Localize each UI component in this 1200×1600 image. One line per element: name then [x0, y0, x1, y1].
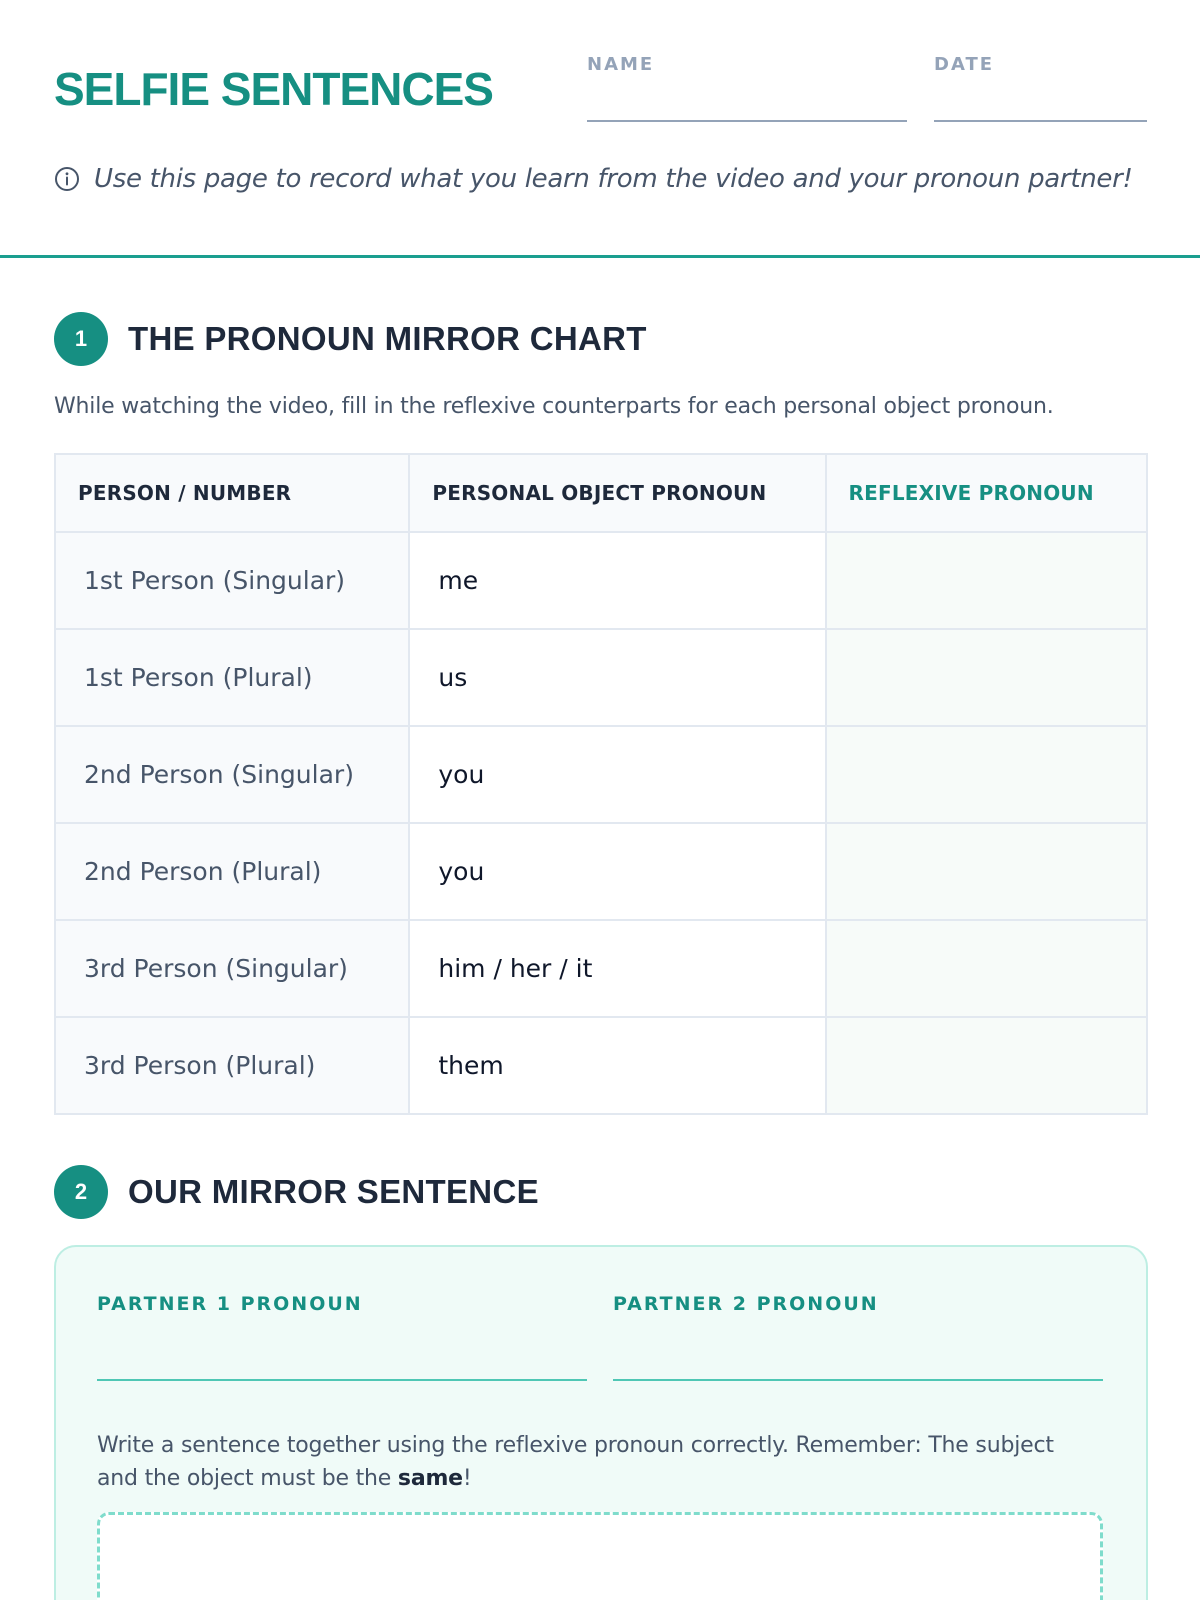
section-2-title: OUR MIRROR SENTENCE [128, 1173, 539, 1210]
reflexive-answer-cell[interactable] [826, 920, 1147, 1017]
object-pronoun-cell: you [409, 726, 825, 823]
table-row [55, 823, 1147, 920]
instruction-text: Use this page to record what you learn from the video and your pronoun partner! [94, 164, 1133, 194]
partner-1-field[interactable] [97, 1293, 587, 1315]
date-line[interactable] [934, 120, 1147, 122]
partner-1-line[interactable] [97, 1379, 587, 1381]
table-row [55, 532, 1147, 629]
info-icon [54, 166, 80, 192]
table-row [55, 726, 1147, 823]
mirror-sentence-panel [54, 1245, 1148, 1600]
sentence-instruction-end: ! [462, 1466, 472, 1491]
partner-2-field[interactable] [613, 1293, 1103, 1315]
person-cell: 3rd Person (Singular) [55, 920, 409, 1017]
column-header-person: PERSON / NUMBER [55, 454, 409, 532]
section-1-title: THE PRONOUN MIRROR CHART [128, 320, 647, 357]
person-cell: 2nd Person (Singular) [55, 726, 409, 823]
person-cell: 1st Person (Plural) [55, 629, 409, 726]
reflexive-answer-cell[interactable] [826, 726, 1147, 823]
reflexive-answer-cell[interactable] [826, 532, 1147, 629]
sentence-instruction [97, 1429, 1097, 1495]
pronoun-mirror-chart [54, 453, 1148, 1115]
section-2-number-badge: 2 [54, 1165, 108, 1219]
name-line[interactable] [587, 120, 907, 122]
section-1-heading [54, 312, 647, 366]
sentence-writing-area[interactable] [97, 1512, 1103, 1600]
object-pronoun-cell: you [409, 823, 825, 920]
sentence-instruction-emphasis: same [397, 1466, 463, 1491]
object-pronoun-cell: me [409, 532, 825, 629]
person-cell: 1st Person (Singular) [55, 532, 409, 629]
table-row [55, 1017, 1147, 1114]
worksheet-title: SELFIE SENTENCES [54, 63, 493, 115]
chart-header-row [55, 454, 1147, 532]
section-2-heading [54, 1165, 539, 1219]
partner-2-label: PARTNER 2 PRONOUN [613, 1293, 879, 1315]
partner-2-line[interactable] [613, 1379, 1103, 1381]
person-cell: 2nd Person (Plural) [55, 823, 409, 920]
object-pronoun-cell: us [409, 629, 825, 726]
section-1-description: While watching the video, fill in the reflexive counterparts for each personal object pronoun. [54, 394, 1054, 419]
name-label: NAME [587, 54, 655, 75]
reflexive-answer-cell[interactable] [826, 629, 1147, 726]
section-1-number-badge: 1 [54, 312, 108, 366]
object-pronoun-cell: them [409, 1017, 825, 1114]
partner-1-label: PARTNER 1 PRONOUN [97, 1293, 363, 1315]
worksheet-header [0, 0, 1200, 258]
date-field[interactable] [934, 54, 1147, 75]
table-row [55, 629, 1147, 726]
sentence-instruction-text: Write a sentence together using the reflexive pronoun correctly. Remember: The subject and the object must be the [97, 1433, 1054, 1491]
date-label: DATE [934, 54, 995, 75]
table-row [55, 920, 1147, 1017]
column-header-reflexive-pronoun: REFLEXIVE PRONOUN [826, 454, 1147, 532]
column-header-object-pronoun: PERSONAL OBJECT PRONOUN [409, 454, 825, 532]
person-cell: 3rd Person (Plural) [55, 1017, 409, 1114]
instruction-row [54, 164, 1133, 194]
reflexive-answer-cell[interactable] [826, 823, 1147, 920]
name-field[interactable] [587, 54, 907, 75]
object-pronoun-cell: him / her / it [409, 920, 825, 1017]
reflexive-answer-cell[interactable] [826, 1017, 1147, 1114]
